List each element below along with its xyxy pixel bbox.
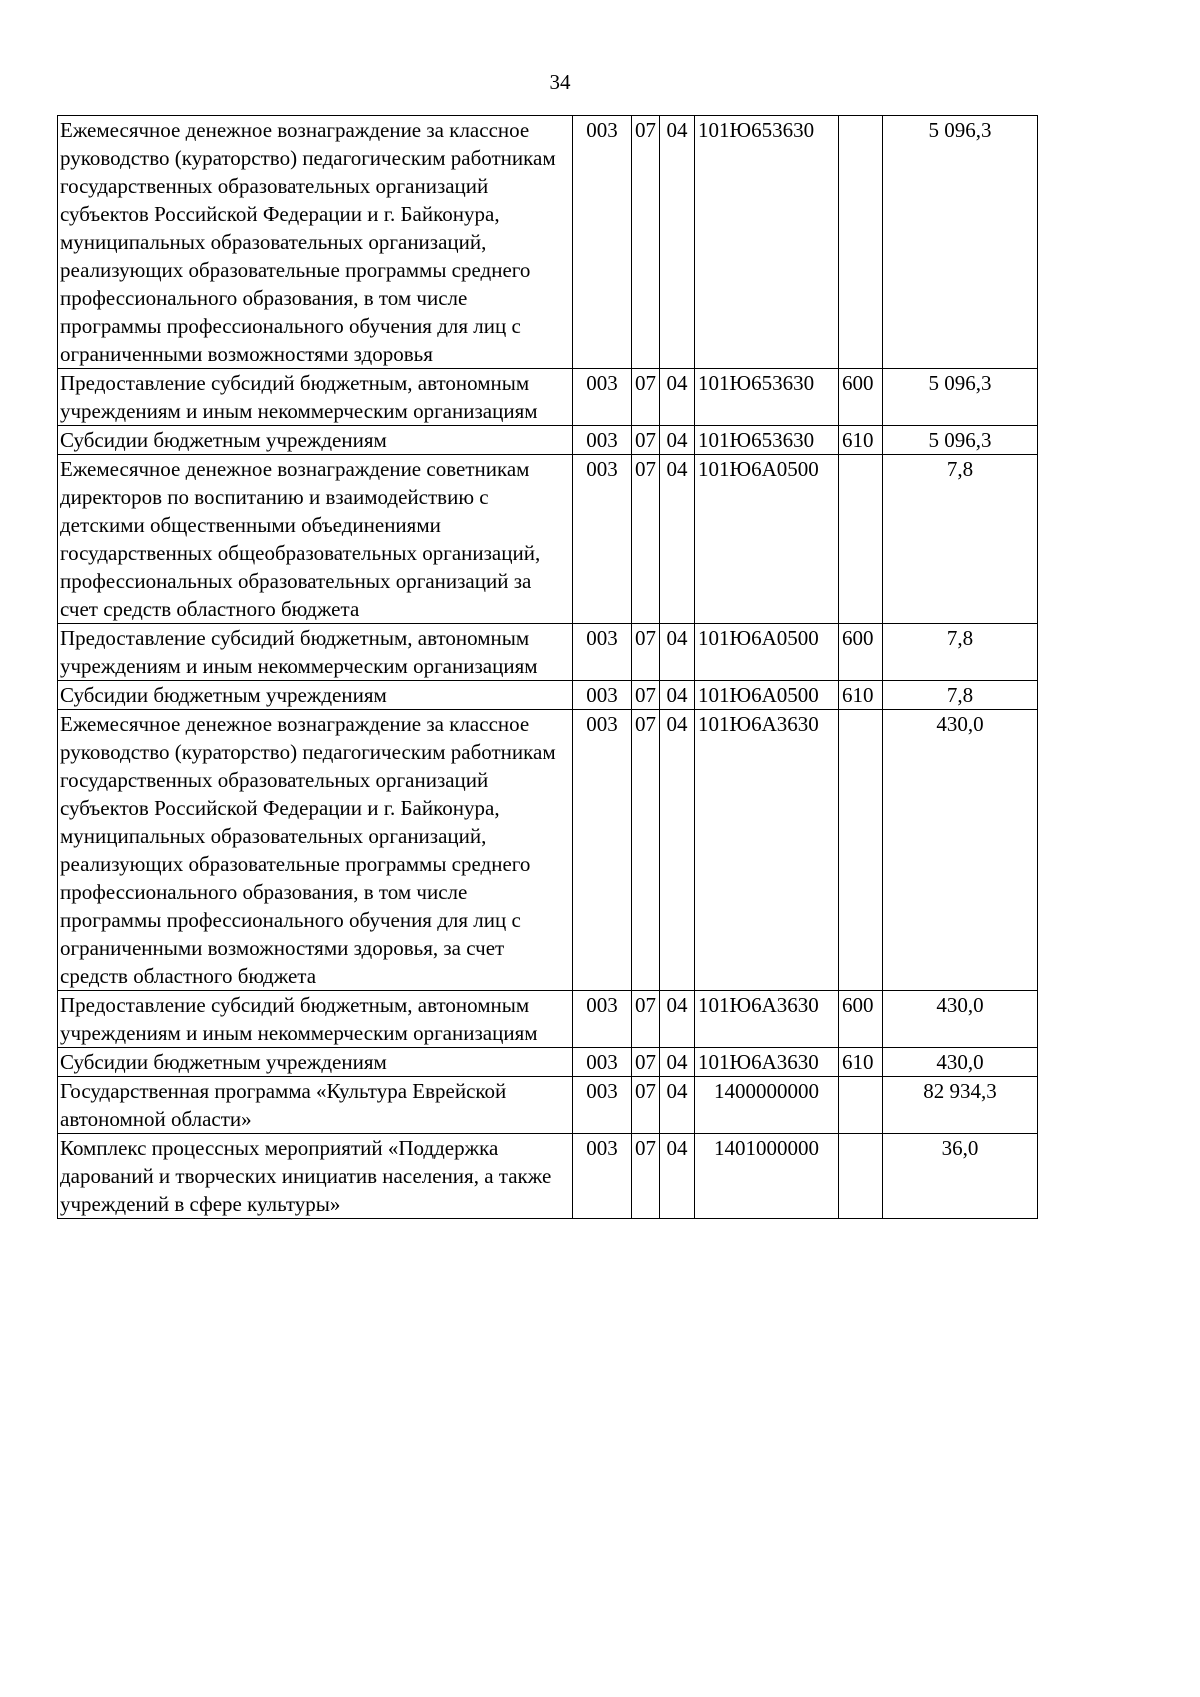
ministry-code: 003 xyxy=(573,426,632,455)
amount: 430,0 xyxy=(883,991,1038,1048)
table-row xyxy=(58,1134,1038,1219)
expense-name: Предоставление субсидий бюджетным, автономным учреждениям и иным некоммерческим организациям xyxy=(58,991,573,1048)
target-article-code: 1401000000 xyxy=(695,1134,839,1219)
target-article-code: 1400000000 xyxy=(695,1077,839,1134)
ministry-code: 003 xyxy=(573,710,632,991)
subsection-code: 04 xyxy=(660,681,695,710)
expense-type-code: 610 xyxy=(839,1048,883,1077)
expense-name: Государственная программа «Культура Еврейской автономной области» xyxy=(58,1077,573,1134)
table-row xyxy=(58,426,1038,455)
subsection-code: 04 xyxy=(660,991,695,1048)
subsection-code: 04 xyxy=(660,624,695,681)
expense-name: Субсидии бюджетным учреждениям xyxy=(58,1048,573,1077)
amount: 5 096,3 xyxy=(883,426,1038,455)
expense-type-code xyxy=(839,1077,883,1134)
subsection-code: 04 xyxy=(660,116,695,369)
ministry-code: 003 xyxy=(573,1134,632,1219)
table-row xyxy=(58,681,1038,710)
expense-type-code: 610 xyxy=(839,681,883,710)
section-code: 07 xyxy=(632,624,660,681)
ministry-code: 003 xyxy=(573,624,632,681)
expense-name: Предоставление субсидий бюджетным, автономным учреждениям и иным некоммерческим организациям xyxy=(58,369,573,426)
section-code: 07 xyxy=(632,1048,660,1077)
ministry-code: 003 xyxy=(573,116,632,369)
amount: 7,8 xyxy=(883,455,1038,624)
expense-type-code: 600 xyxy=(839,369,883,426)
ministry-code: 003 xyxy=(573,1077,632,1134)
table-row xyxy=(58,1077,1038,1134)
subsection-code: 04 xyxy=(660,1077,695,1134)
subsection-code: 04 xyxy=(660,369,695,426)
expense-name: Субсидии бюджетным учреждениям xyxy=(58,681,573,710)
expense-name: Комплекс процессных мероприятий «Поддержка дарований и творческих инициатив населения, а также учреждений в сфере культуры» xyxy=(58,1134,573,1219)
section-code: 07 xyxy=(632,455,660,624)
table-row xyxy=(58,369,1038,426)
ministry-code: 003 xyxy=(573,455,632,624)
target-article-code: 101Ю6А0500 xyxy=(695,455,839,624)
target-article-code: 101Ю6А3630 xyxy=(695,991,839,1048)
expense-name: Ежемесячное денежное вознаграждение советникам директоров по воспитанию и взаимодействию с детскими общественными объединениями государственных общеобразовательных организаций, профессиональных образовательных организаций за счет средств областного бюджета xyxy=(58,455,573,624)
page-number: 34 xyxy=(549,70,571,94)
table-row xyxy=(58,624,1038,681)
expense-type-code: 600 xyxy=(839,991,883,1048)
expense-type-code xyxy=(839,116,883,369)
amount: 5 096,3 xyxy=(883,116,1038,369)
amount: 7,8 xyxy=(883,624,1038,681)
expense-type-code xyxy=(839,1134,883,1219)
table-row xyxy=(58,116,1038,369)
amount: 7,8 xyxy=(883,681,1038,710)
target-article-code: 101Ю6А3630 xyxy=(695,1048,839,1077)
amount: 430,0 xyxy=(883,710,1038,991)
expense-name: Субсидии бюджетным учреждениям xyxy=(58,426,573,455)
section-code: 07 xyxy=(632,1134,660,1219)
amount: 36,0 xyxy=(883,1134,1038,1219)
subsection-code: 04 xyxy=(660,455,695,624)
subsection-code: 04 xyxy=(660,1048,695,1077)
expense-name: Предоставление субсидий бюджетным, автономным учреждениям и иным некоммерческим организациям xyxy=(58,624,573,681)
expense-name: Ежемесячное денежное вознаграждение за классное руководство (кураторство) педагогическим работникам государственных образовательных организаций субъектов Российской Федерации и г. Байконура, муниципальных образовательных организаций, реализующих образовательные программы среднего профессионального образования, в том числе программы профессионального обучения для лиц с ограниченными возможностями здоровья xyxy=(58,116,573,369)
subsection-code: 04 xyxy=(660,1134,695,1219)
amount: 430,0 xyxy=(883,1048,1038,1077)
ministry-code: 003 xyxy=(573,991,632,1048)
target-article-code: 101Ю653630 xyxy=(695,369,839,426)
table-row xyxy=(58,991,1038,1048)
table-row xyxy=(58,710,1038,991)
table-row xyxy=(58,1048,1038,1077)
table-row xyxy=(58,455,1038,624)
section-code: 07 xyxy=(632,681,660,710)
section-code: 07 xyxy=(632,369,660,426)
ministry-code: 003 xyxy=(573,369,632,426)
section-code: 07 xyxy=(632,710,660,991)
budget-table xyxy=(57,115,1038,1219)
amount: 82 934,3 xyxy=(883,1077,1038,1134)
expense-type-code: 600 xyxy=(839,624,883,681)
target-article-code: 101Ю653630 xyxy=(695,116,839,369)
subsection-code: 04 xyxy=(660,710,695,991)
section-code: 07 xyxy=(632,426,660,455)
target-article-code: 101Ю6А0500 xyxy=(695,624,839,681)
ministry-code: 003 xyxy=(573,681,632,710)
section-code: 07 xyxy=(632,116,660,369)
target-article-code: 101Ю653630 xyxy=(695,426,839,455)
target-article-code: 101Ю6А3630 xyxy=(695,710,839,991)
section-code: 07 xyxy=(632,991,660,1048)
section-code: 07 xyxy=(632,1077,660,1134)
target-article-code: 101Ю6А0500 xyxy=(695,681,839,710)
subsection-code: 04 xyxy=(660,426,695,455)
expense-name: Ежемесячное денежное вознаграждение за классное руководство (кураторство) педагогическим работникам государственных образовательных организаций субъектов Российской Федерации и г. Байконура, муниципальных образовательных организаций, реализующих образовательные программы среднего профессионального образования, в том числе программы профессионального обучения для лиц с ограниченными возможностями здоровья, за счет средств областного бюджета xyxy=(58,710,573,991)
expense-type-code xyxy=(839,710,883,991)
expense-type-code xyxy=(839,455,883,624)
ministry-code: 003 xyxy=(573,1048,632,1077)
amount: 5 096,3 xyxy=(883,369,1038,426)
expense-type-code: 610 xyxy=(839,426,883,455)
